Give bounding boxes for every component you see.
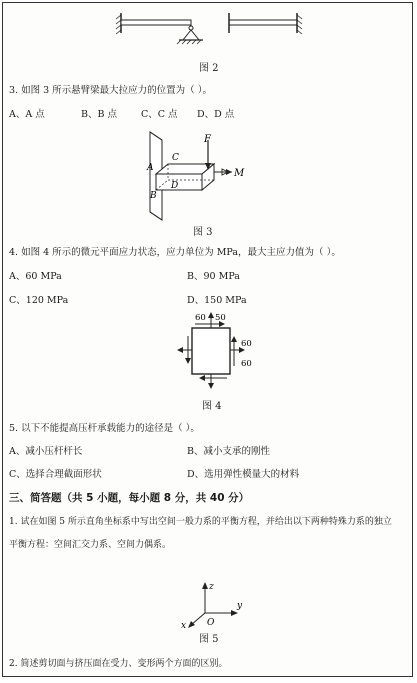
- q3-option-d: D、D 点: [197, 109, 235, 120]
- figure-2-caption: 图 2: [199, 63, 219, 74]
- fig4-label-top-50: 50: [215, 313, 226, 323]
- q3-option-a: A、A 点: [9, 109, 45, 120]
- figure-5-caption: 图 5: [199, 634, 219, 645]
- q3-option-b: B、B 点: [81, 109, 117, 120]
- fig3-label-b: B: [150, 191, 157, 201]
- s1-line-1: 1. 试在如图 5 所示直角坐标系中写出空间一般力系的平衡方程，并给出以下两种特殊力系的独立: [9, 517, 392, 527]
- fig4-label-top-60: 60: [195, 313, 206, 323]
- fig5-label-x: x: [181, 621, 187, 631]
- figure-2-beams: [111, 9, 311, 59]
- q4-option-a: A、60 MPa: [9, 271, 62, 282]
- q5-stem: 5. 以下不能提高压杆承载能力的途径是（ ）。: [9, 423, 200, 434]
- figure-5-axes: [173, 581, 253, 631]
- section-3-title: 三、简答题（共 5 小题，每小题 8 分，共 40 分）: [9, 492, 250, 504]
- figure-4-caption: 图 4: [202, 401, 222, 412]
- exam-page: [2, 2, 413, 677]
- q4-option-d: D、150 MPa: [187, 295, 247, 306]
- s1-line-2: 平衡方程：空间汇交力系、空间力偶系。: [9, 540, 172, 550]
- figure-4-stress-element: [171, 310, 257, 390]
- fig3-label-m: M: [234, 168, 245, 179]
- q4-option-c: C、120 MPa: [9, 295, 69, 306]
- q3-option-c: C、C 点: [141, 109, 178, 120]
- figure-3-cantilever: [128, 130, 248, 222]
- q5-option-d: D、选用弹性模量大的材料: [187, 469, 300, 480]
- fig5-label-z: z: [209, 582, 214, 592]
- figure-3-caption: 图 3: [193, 227, 213, 238]
- fig3-label-c: C: [172, 153, 179, 163]
- q4-option-b: B、90 MPa: [187, 271, 240, 282]
- fig4-label-right-60a: 60: [241, 339, 252, 349]
- fig3-label-f: F: [204, 134, 211, 145]
- q5-option-c: C、选择合理截面形状: [9, 469, 102, 480]
- fig4-label-right-60b: 60: [241, 359, 252, 369]
- fig5-label-o: O: [207, 618, 215, 628]
- fig3-label-d: D: [171, 181, 179, 191]
- q5-option-a: A、减小压杆杆长: [9, 446, 83, 457]
- fig5-label-y: y: [237, 601, 243, 611]
- q3-stem: 3. 如图 3 所示悬臂梁最大拉应力的位置为（ ）。: [9, 85, 212, 96]
- fig3-label-a: A: [147, 163, 154, 173]
- s2-text: 2. 简述剪切面与挤压面在受力、变形两个方面的区别。: [9, 659, 228, 669]
- q4-stem: 4. 如图 4 所示的微元平面应力状态，应力单位为 MPa，最大主应力值为（ ）。: [9, 247, 341, 258]
- q5-option-b: B、减小支承的刚性: [187, 446, 270, 457]
